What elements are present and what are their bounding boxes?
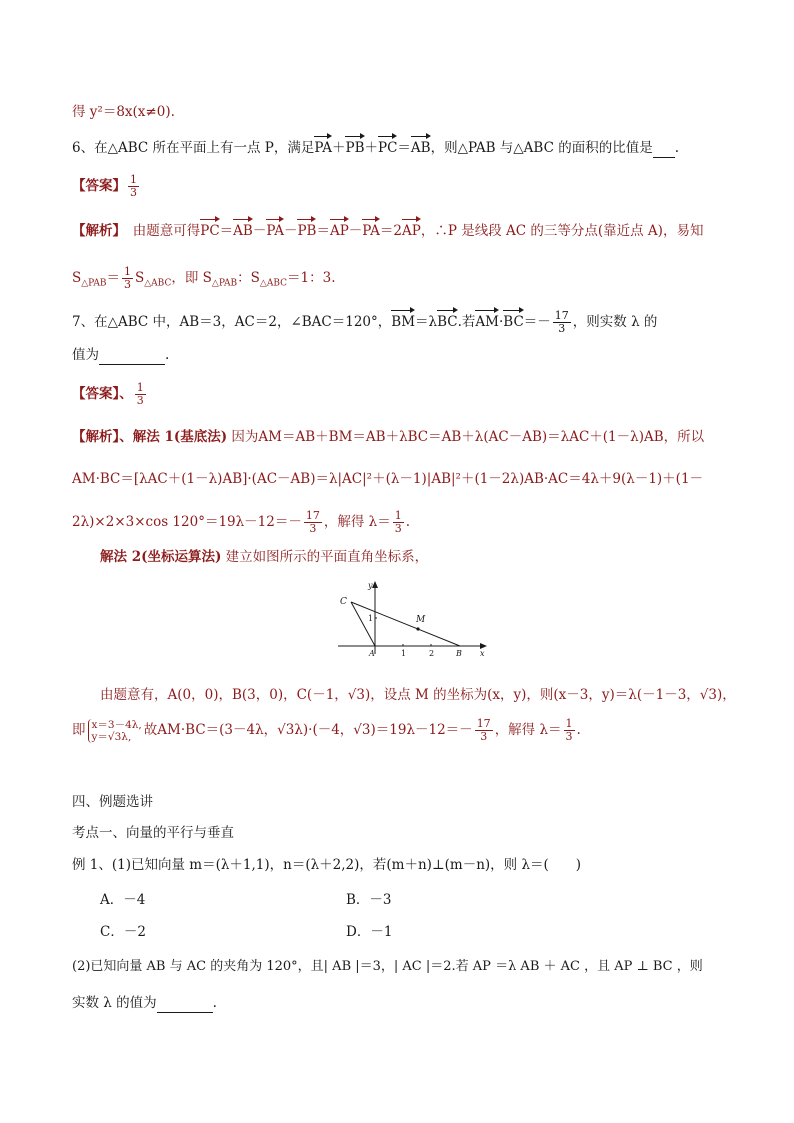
explanation-7-m2-line3: 即 x＝3－4λ, y＝√3λ, 故AM·BC＝(3－4λ，√3λ)·(－4，√3)＝19λ－12＝－ $\frac{17}{3}$ ，解得 λ＝ $\frac{1}{3}$ . bbox=[72, 717, 581, 743]
option-c: C．－2 bbox=[100, 924, 146, 940]
tick-x1: 1 bbox=[401, 649, 407, 658]
explanation-7-method2: 解法 2(坐标运算法) 建立如图所示的平面直角坐标系， bbox=[100, 549, 429, 565]
question-7-line1: 7、在△ABC 中，AB＝3，AC＝2，∠BAC＝120°，BM＝λBC.若AM·BC＝－ $\frac{17}{3}$ ，则实数 λ 的 bbox=[72, 309, 658, 335]
answer-fraction: $\frac{1}{3}$ bbox=[130, 173, 137, 199]
answer-7: 【答案】、 $\frac{1}{3}$ bbox=[72, 381, 144, 407]
explanation-7-line2: AM·BC＝[λAC＋(1－λ)AB]·(AC－AB)＝λ|AC|²＋(λ－1)|AB|²＋(1－2λ)AB·AC＝4λ＋9(λ－1)＋(1－ bbox=[72, 471, 704, 487]
option-a: A．－4 bbox=[100, 892, 146, 908]
key-point-heading: 考点一、向量的平行与垂直 bbox=[72, 825, 234, 841]
label-c: C bbox=[340, 597, 347, 607]
section-heading: 四、例题选讲 bbox=[72, 794, 153, 810]
explanation-7-line3: 2λ)×2×3×cos 120°＝19λ－12＝－ $\frac{17}{3}$ ，解得 λ＝ $\frac{1}{3}$ . bbox=[72, 509, 411, 535]
label-y: y bbox=[368, 581, 373, 590]
explanation-6-line2: $S_{\triangle PAB}=$ $\frac{1}{3}$ $S_{\triangle ABC}$，即 $S_{\triangle PAB}$：$S_{\triangle ABC}=1$：3. bbox=[72, 265, 336, 291]
answer-label: 【答案】 bbox=[72, 178, 126, 194]
explanation-7-line1: 【解析】、解法 1(基底法) 因为AM＝AB＋BM＝AB＋λBC＝AB＋λ(AC－AB)＝λAC＋(1－λ)AB，所以 bbox=[72, 429, 705, 445]
answer-blank bbox=[99, 346, 165, 365]
explanation-label: 【解析】 bbox=[72, 223, 120, 239]
question-6: 6、在△ABC 所在平面上有一点 P，满足PA＋PB＋PC＝AB，则△PAB 与△ABC 的面积的比值是 . bbox=[72, 140, 680, 156]
example-1-part2-line2: 实数 λ 的值为 . bbox=[72, 995, 217, 1011]
prev-answer-line: 得 y²＝8x(x≠0). bbox=[72, 104, 175, 120]
explanation-6-line1: 【解析】 由题意可得PC＝AB－PA－PB＝AP－PA＝2AP，∴P 是线段 AC 的三等分点(靠近点 A)，易知 bbox=[72, 223, 704, 239]
tick-x2: 2 bbox=[429, 649, 435, 658]
vector-pb: PB bbox=[345, 140, 365, 156]
label-a: A bbox=[369, 649, 375, 658]
example-1-part2-line1: (2)已知向量 AB 与 AC 的夹角为 120°，且| AB |＝3，| AC |＝2.若 AP ＝λ AB ＋ AC ，且 AP ⊥ BC ，则 bbox=[72, 959, 703, 974]
answer-6 bbox=[72, 174, 141, 199]
answer-blank bbox=[653, 139, 675, 158]
answer-blank bbox=[157, 994, 213, 1013]
tick-y1: 1 bbox=[368, 614, 374, 623]
label-b: B bbox=[456, 649, 462, 658]
vector-pc: PC bbox=[378, 140, 398, 156]
option-d: D．－1 bbox=[346, 924, 393, 940]
example-1-part1: 例 1、(1)已知向量 m＝(λ＋1,1)，n＝(λ＋2,2)，若(m＋n)⊥(m－n)，则 λ＝( ) bbox=[72, 857, 582, 873]
label-m: M bbox=[416, 615, 426, 625]
explanation-7-m2-line2: 由题意有，A(0，0)，B(3，0)，C(－1，√3)，设点 M 的坐标为(x，y)，则(x－3，y)＝λ(－1－3，√3)， bbox=[100, 687, 736, 703]
label-x: x bbox=[480, 649, 485, 658]
option-b: B．－3 bbox=[346, 892, 392, 908]
question-7-line2: 值为 . bbox=[72, 347, 170, 363]
vector-pa: PA bbox=[314, 140, 332, 156]
coordinate-figure bbox=[330, 578, 495, 658]
vector-ab: AB bbox=[410, 140, 431, 156]
